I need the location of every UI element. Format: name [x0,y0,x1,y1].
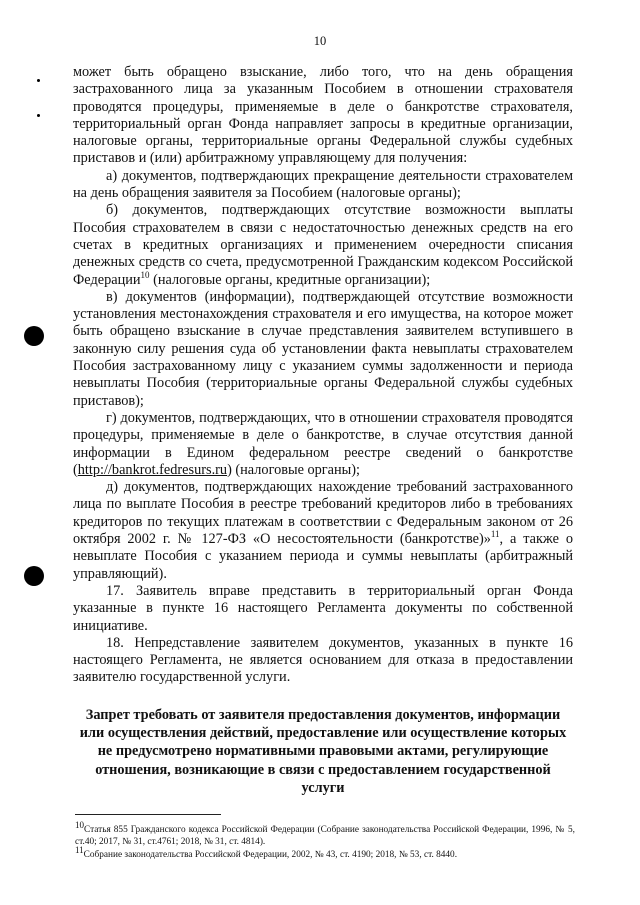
paragraph [73,410,573,479]
footnotes [75,819,575,861]
scan-speck [37,79,40,82]
footnote-number: 10 [75,819,84,830]
paragraph: в) документов (информации), подтверждающей отсутствие возможности установления местонахождения страхователя и его имущества, на которое может быть обращено взыскание в случае представления заявителем вступившего в законную силу решения суда об установлении факта невыплаты страхователем Пособия застрахованному лицу с указанием суммы задолженности и периода невыплаты Пособия (территориальные органы Федеральной службы судебных приставов); [73,288,573,409]
paragraph-text: ) (налоговые органы); [227,461,360,478]
paragraph-text: (налоговые органы, кредитные организации); [149,271,431,288]
body-text [73,64,573,687]
paragraph [73,479,573,583]
footnote-text: Собрание законодательства Российской Федерации, 2002, № 43, ст. 4190; 2018, № 53, ст. 8440. [83,849,458,860]
section-heading: Запрет требовать от заявителя предоставления документов, информации или осуществления действий, предоставление или осуществление которых не предусмотрено нормативными правовыми актами, регулирующие отношения, возникающие в связи с предоставлением государственной услуги [79,707,567,796]
paragraph-text: б) документов, подтверждающих отсутствие возможности выплаты Пособия страхователем в связи с недостаточностью денежных средств на его счетах в кредитных организациях и применением очередности списания денежных средств со счета, предусмотренной Гражданским кодексом Российской Федерации [73,202,573,288]
footnote [75,819,575,849]
footnote-ref[interactable]: 11 [490,529,500,540]
footnote-divider [75,814,221,815]
paragraph: 18. Непредставление заявителем документов, указанных в пункте 16 настоящего Регламента, не является основанием для отказа в предоставлении заявителю государственной услуги. [73,634,573,686]
footnote-text: Статья 855 Гражданского кодекса Российской Федерации (Собрание законодательства Российской Федерации, 1996, № 5, ст.40; 2017, № 31, ст.4761; 2018, № 31, ст. 4814). [75,825,575,848]
paragraph-text: , а также о невыплате Пособия с указанием периода и суммы невыплаты (арбитражный управляющий). [73,531,573,582]
paragraph-text: г) документов, подтверждающих, что в отношении страхователя проводятся процедуры, применяемые в деле о банкротстве, в случае отсутствия данной информации в Едином федеральном реестре сведений о банкротстве ( [73,409,573,478]
footnote-ref[interactable]: 10 [140,269,150,280]
punch-hole [24,566,44,586]
paragraph: 17. Заявитель вправе представить в территориальный орган Фонда указанные в пункте 16 настоящего Регламента документы по собственной инициативе. [73,582,573,634]
scan-speck [37,114,40,117]
bankrot-link[interactable]: http://bankrot.fedresurs.ru [77,461,228,478]
footnote [75,844,575,861]
paragraph: а) документов, подтверждающих прекращение деятельности страхователем на день обращения заявителя за Пособием (налоговые органы); [73,167,573,202]
paragraph-text: д) документов, подтверждающих нахождение требований застрахованного лица по выплате Пособия в реестре требований кредиторов либо в требованиях кредиторов по текущих платежам в соответствии с Федеральным законом от 26 октября 2002 г. № 127-ФЗ «О несостоятельности (банкротстве)» [73,479,573,548]
paragraph [73,202,573,288]
punch-hole [24,326,44,346]
footnote-number: 11 [75,844,84,855]
page-number: 10 [313,34,327,48]
paragraph: может быть обращено взыскание, либо того, что на день обращения застрахованного лица за указанным Пособием в отношении страхователя проводятся процедуры, применяемые в деле о банкротстве страхователя, территориальный орган Фонда направляет запросы в кредитные организации, налоговые органы, территориальные органы Федеральной службы судебных приставов и (или) арбитражному управляющему для получения: [73,64,573,167]
